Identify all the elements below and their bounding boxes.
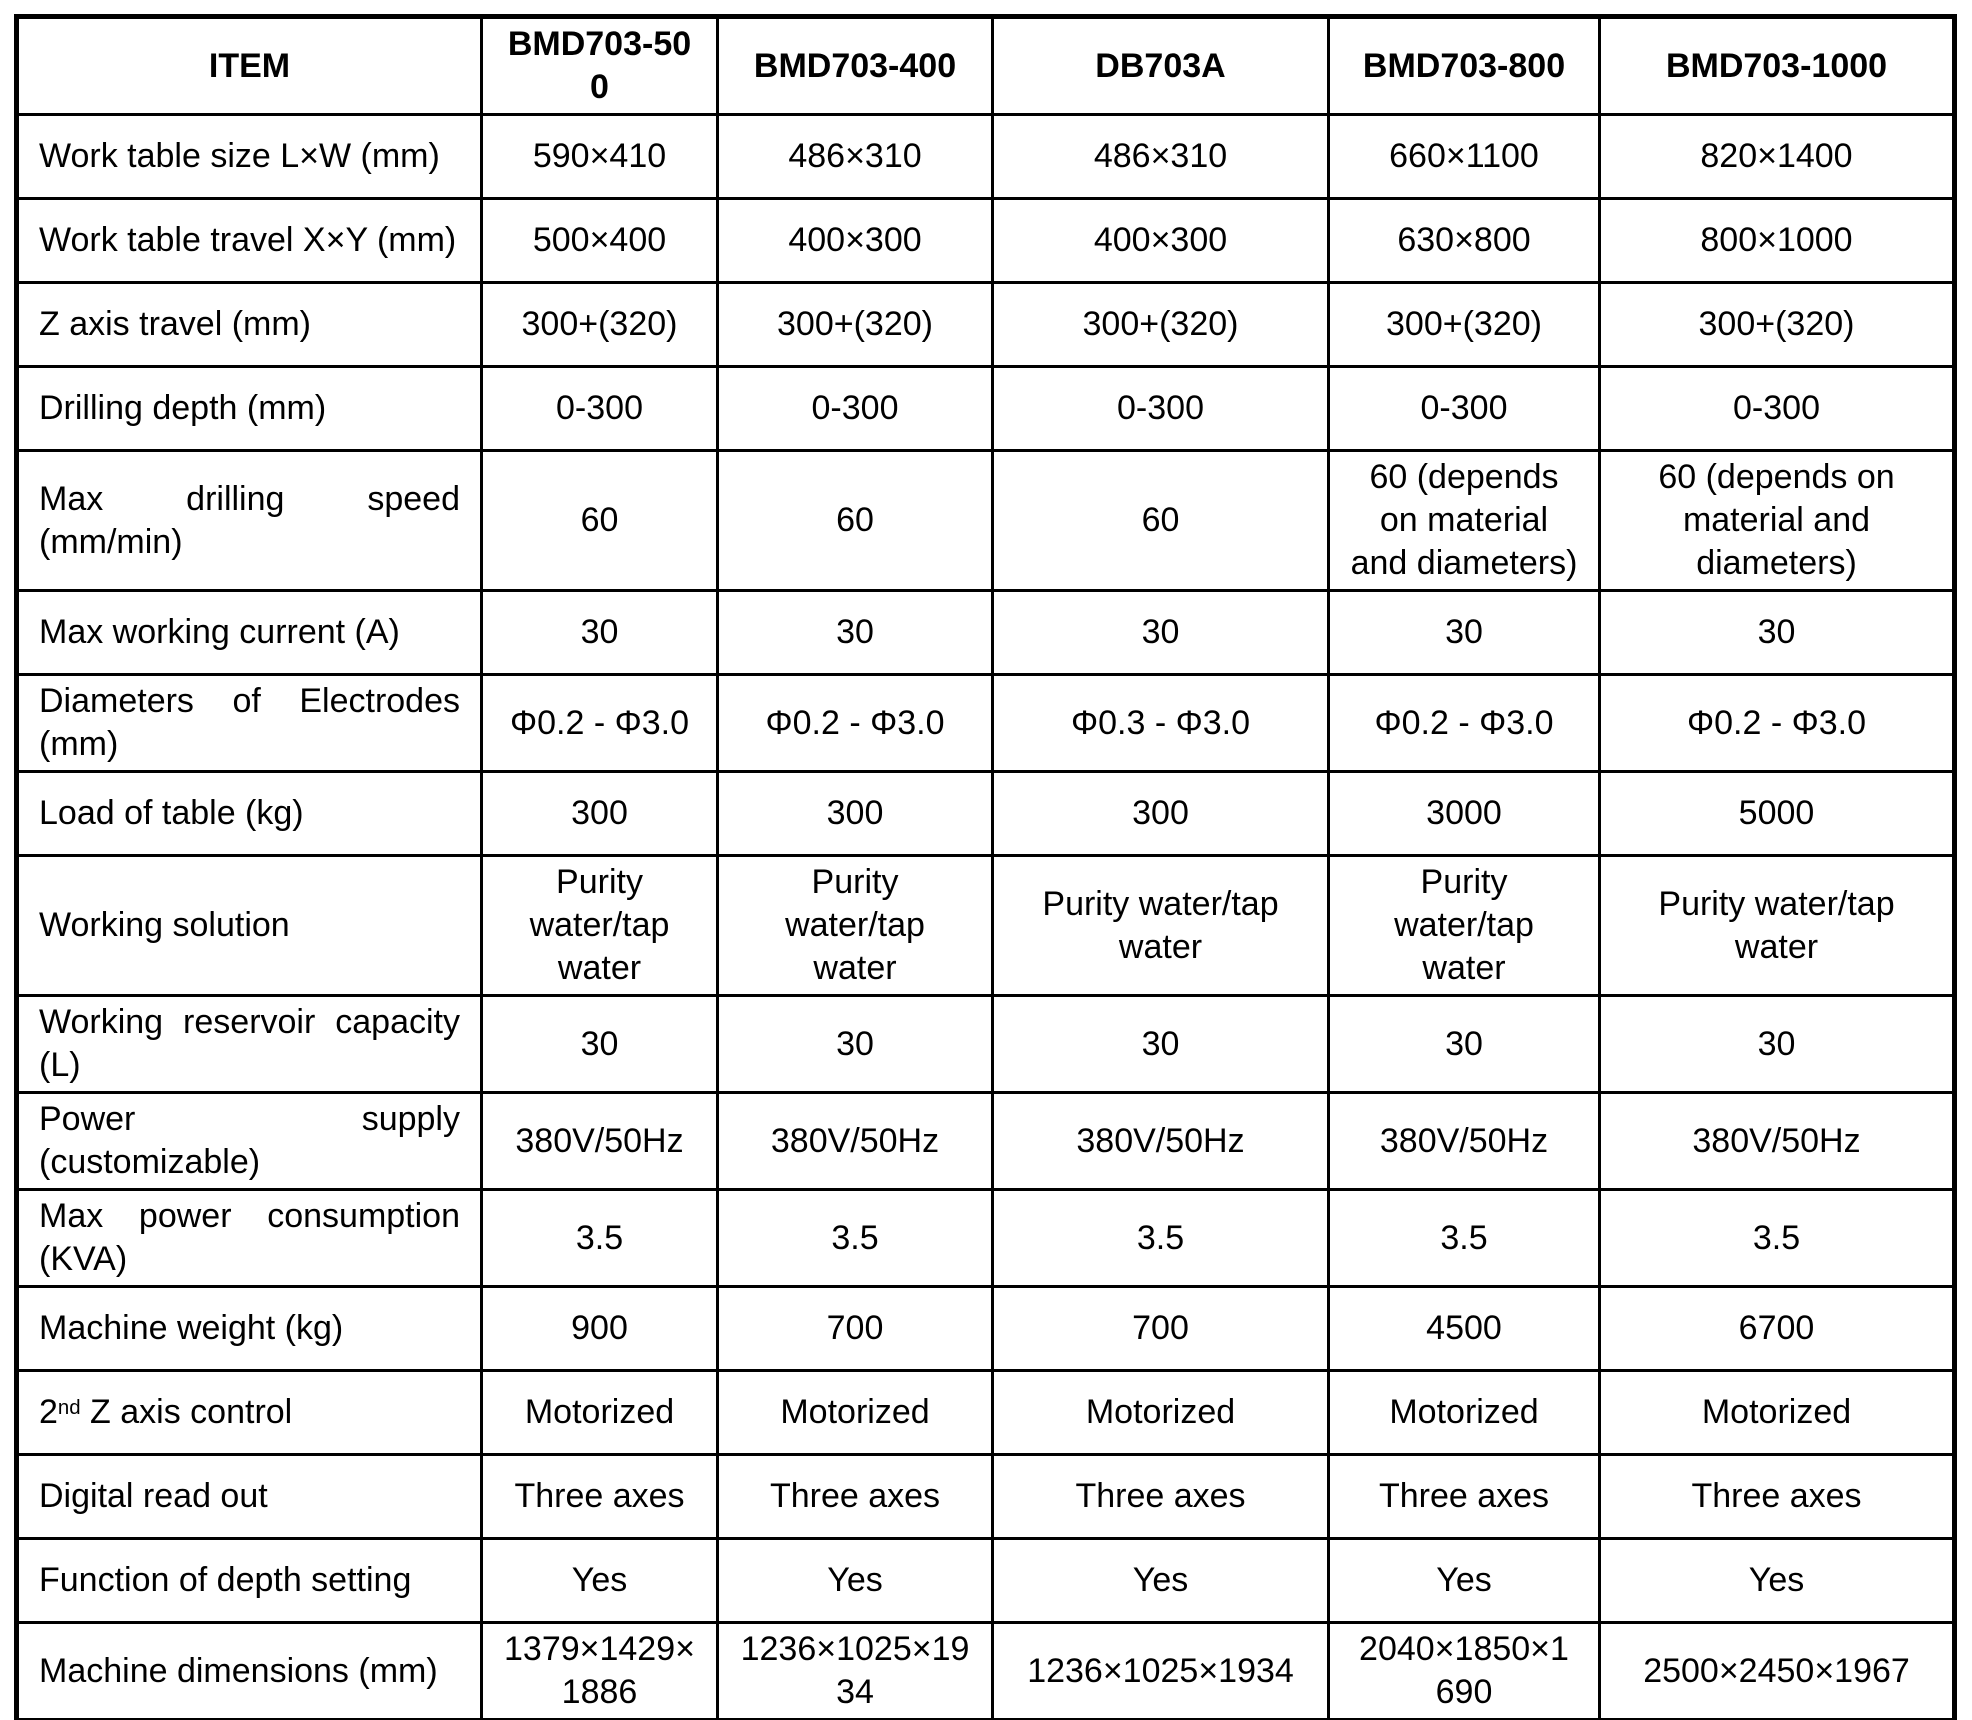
- value-cell: Purity water/tap water: [718, 856, 993, 996]
- value-cell: 380V/50Hz: [993, 1093, 1329, 1190]
- spec-row: [17, 451, 1955, 591]
- value-cell: 60: [718, 451, 993, 591]
- value-cell: 630×800: [1329, 199, 1600, 283]
- specifications-table: [14, 14, 1957, 1720]
- value-cell: 3.5: [1600, 1190, 1955, 1287]
- value-cell: Motorized: [1600, 1371, 1955, 1455]
- value-cell: Motorized: [1329, 1371, 1600, 1455]
- value-cell: Φ0.2 - Φ3.0: [482, 675, 718, 772]
- value-cell: 300+(320): [718, 283, 993, 367]
- value-cell: Three axes: [1600, 1455, 1955, 1539]
- value-cell: Three axes: [1329, 1455, 1600, 1539]
- value-cell: 700: [993, 1287, 1329, 1371]
- value-cell: 300: [993, 772, 1329, 856]
- item-cell: Work table size L×W (mm): [17, 115, 482, 199]
- spec-row: [17, 675, 1955, 772]
- value-cell: 486×310: [718, 115, 993, 199]
- value-cell: 900: [482, 1287, 718, 1371]
- value-cell: Φ0.2 - Φ3.0: [1600, 675, 1955, 772]
- value-cell: 30: [1329, 591, 1600, 675]
- value-cell: 3000: [1329, 772, 1600, 856]
- item-cell: Drilling depth (mm): [17, 367, 482, 451]
- value-cell: 30: [1600, 996, 1955, 1093]
- spec-row: [17, 199, 1955, 283]
- value-cell: 0-300: [482, 367, 718, 451]
- value-cell: 660×1100: [1329, 115, 1600, 199]
- value-cell: 3.5: [1329, 1190, 1600, 1287]
- value-cell: 60 (depends on material and diameters): [1600, 451, 1955, 591]
- spec-row: [17, 1371, 1955, 1455]
- value-cell: 380V/50Hz: [718, 1093, 993, 1190]
- value-cell: 380V/50Hz: [1329, 1093, 1600, 1190]
- item-cell: Load of table (kg): [17, 772, 482, 856]
- spec-row: [17, 367, 1955, 451]
- item-cell: Work table travel X×Y (mm): [17, 199, 482, 283]
- spec-row: [17, 115, 1955, 199]
- spec-row: [17, 1190, 1955, 1287]
- spec-row: [17, 1287, 1955, 1371]
- item-cell: Max power consumption (KVA): [17, 1190, 482, 1287]
- value-cell: 60: [482, 451, 718, 591]
- value-cell: Yes: [1600, 1539, 1955, 1623]
- column-header-model: BMD703-400: [718, 17, 993, 115]
- value-cell: 800×1000: [1600, 199, 1955, 283]
- value-cell: 30: [482, 591, 718, 675]
- value-cell: Yes: [1329, 1539, 1600, 1623]
- value-cell: 0-300: [1329, 367, 1600, 451]
- value-cell: 300+(320): [993, 283, 1329, 367]
- value-cell: 300+(320): [1329, 283, 1600, 367]
- value-cell: 380V/50Hz: [1600, 1093, 1955, 1190]
- table-head: [17, 17, 1955, 115]
- value-cell: Φ0.3 - Φ3.0: [993, 675, 1329, 772]
- item-cell: Diameters of Electrodes (mm): [17, 675, 482, 772]
- value-cell: 0-300: [718, 367, 993, 451]
- value-cell: 30: [718, 996, 993, 1093]
- value-cell: Purity water/tap water: [993, 856, 1329, 996]
- value-cell: 4500: [1329, 1287, 1600, 1371]
- value-cell: Yes: [718, 1539, 993, 1623]
- column-header-model: DB703A: [993, 17, 1329, 115]
- value-cell: 486×310: [993, 115, 1329, 199]
- value-cell: 3.5: [718, 1190, 993, 1287]
- value-cell: 700: [718, 1287, 993, 1371]
- value-cell: 380V/50Hz: [482, 1093, 718, 1190]
- column-header-model: BMD703-800: [1329, 17, 1600, 115]
- value-cell: Motorized: [993, 1371, 1329, 1455]
- value-cell: Purity water/tap water: [1329, 856, 1600, 996]
- value-cell: 3.5: [482, 1190, 718, 1287]
- value-cell: Motorized: [482, 1371, 718, 1455]
- spec-row: [17, 1093, 1955, 1190]
- value-cell: 3.5: [993, 1190, 1329, 1287]
- value-cell: 30: [482, 996, 718, 1093]
- value-cell: Purity water/tap water: [1600, 856, 1955, 996]
- value-cell: 30: [1329, 996, 1600, 1093]
- value-cell: Purity water/tap water: [482, 856, 718, 996]
- item-cell: Max drilling speed (mm/min): [17, 451, 482, 591]
- value-cell: 590×410: [482, 115, 718, 199]
- item-cell: Working solution: [17, 856, 482, 996]
- spec-row: [17, 1539, 1955, 1623]
- value-cell: 500×400: [482, 199, 718, 283]
- item-cell: [17, 1371, 482, 1455]
- item-cell: Machine weight (kg): [17, 1287, 482, 1371]
- value-cell: 5000: [1600, 772, 1955, 856]
- spec-row: [17, 283, 1955, 367]
- value-cell: 30: [1600, 591, 1955, 675]
- column-header-model: BMD703-1000: [1600, 17, 1955, 115]
- item-cell: Function of depth setting: [17, 1539, 482, 1623]
- spec-row: [17, 996, 1955, 1093]
- value-cell: Yes: [993, 1539, 1329, 1623]
- value-cell: 300: [482, 772, 718, 856]
- value-cell: 60 (depends on material and diameters): [1329, 451, 1600, 591]
- item-label-part: 2: [39, 1393, 58, 1431]
- value-cell: 2040×1850×1690: [1329, 1623, 1600, 1720]
- value-cell: 400×300: [718, 199, 993, 283]
- item-cell: Machine dimensions (mm): [17, 1623, 482, 1720]
- spec-row: [17, 1455, 1955, 1539]
- value-cell: Motorized: [718, 1371, 993, 1455]
- spec-row: [17, 772, 1955, 856]
- value-cell: 30: [718, 591, 993, 675]
- value-cell: 820×1400: [1600, 115, 1955, 199]
- value-cell: 300: [718, 772, 993, 856]
- spec-row: [17, 1623, 1955, 1720]
- value-cell: 30: [993, 591, 1329, 675]
- item-label-superscript: nd: [57, 1396, 81, 1419]
- column-header-model: BMD703-500: [482, 17, 718, 115]
- item-cell: Working reservoir capacity (L): [17, 996, 482, 1093]
- value-cell: Three axes: [993, 1455, 1329, 1539]
- header-row: [17, 17, 1955, 115]
- value-cell: 60: [993, 451, 1329, 591]
- item-cell: Max working current (A): [17, 591, 482, 675]
- table-body: [17, 115, 1955, 1720]
- item-cell: Z axis travel (mm): [17, 283, 482, 367]
- value-cell: 30: [993, 996, 1329, 1093]
- value-cell: 0-300: [993, 367, 1329, 451]
- value-cell: 2500×2450×1967: [1600, 1623, 1955, 1720]
- item-cell: Digital read out: [17, 1455, 482, 1539]
- spec-row: [17, 591, 1955, 675]
- value-cell: 1236×1025×1934: [718, 1623, 993, 1720]
- item-cell: Power supply (customizable): [17, 1093, 482, 1190]
- value-cell: 300+(320): [482, 283, 718, 367]
- value-cell: 300+(320): [1600, 283, 1955, 367]
- value-cell: Yes: [482, 1539, 718, 1623]
- value-cell: Three axes: [482, 1455, 718, 1539]
- item-label-part: Z axis control: [80, 1393, 293, 1431]
- value-cell: Φ0.2 - Φ3.0: [718, 675, 993, 772]
- value-cell: 6700: [1600, 1287, 1955, 1371]
- value-cell: 1236×1025×1934: [993, 1623, 1329, 1720]
- value-cell: 0-300: [1600, 367, 1955, 451]
- value-cell: 1379×1429×1886: [482, 1623, 718, 1720]
- spec-row: [17, 856, 1955, 996]
- value-cell: Φ0.2 - Φ3.0: [1329, 675, 1600, 772]
- column-header-item: ITEM: [17, 17, 482, 115]
- value-cell: Three axes: [718, 1455, 993, 1539]
- value-cell: 400×300: [993, 199, 1329, 283]
